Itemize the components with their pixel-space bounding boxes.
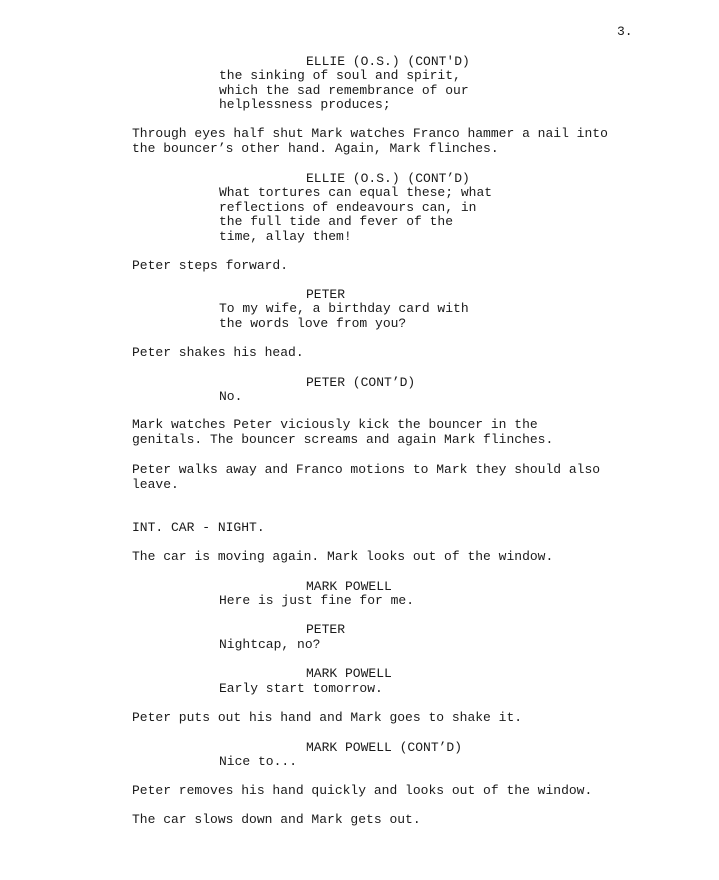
- character-cue: PETER (CONT’D): [306, 375, 416, 390]
- dialogue-line: the words love from you?: [219, 315, 407, 331]
- dialogue-line: reflections of endeavours can, in: [219, 199, 477, 215]
- character-cue: MARK POWELL: [306, 666, 392, 681]
- dialogue-line: Nightcap, no?: [219, 637, 321, 652]
- dialogue-line: which the sad remembrance of our: [219, 82, 469, 98]
- dialogue-line: the sinking of soul and spirit,: [219, 68, 461, 83]
- action-line: Peter shakes his head.: [132, 345, 304, 360]
- character-cue: PETER: [306, 287, 346, 302]
- action-line: Peter steps forward.: [132, 258, 289, 273]
- dialogue-line: the full tide and fever of the: [219, 214, 454, 229]
- dialogue-line: Nice to...: [219, 754, 298, 769]
- action-line: Peter puts out his hand and Mark goes to shake it.: [132, 710, 523, 725]
- action-line: Through eyes half shut Mark watches Franco hammer a nail into: [132, 126, 608, 141]
- action-line: Mark watches Peter viciously kick the bouncer in the: [132, 417, 538, 432]
- dialogue-line: time, allay them!: [219, 228, 352, 244]
- dialogue-line: Here is just fine for me.: [219, 593, 415, 608]
- dialogue-line: Early start tomorrow.: [219, 681, 383, 696]
- dialogue-line: To my wife, a birthday card with: [219, 301, 469, 316]
- action-line: Peter walks away and Franco motions to Mark they should also: [132, 462, 601, 477]
- action-line: leave.: [132, 476, 179, 492]
- action-line: The car is moving again. Mark looks out of the window.: [132, 549, 554, 564]
- action-line: the bouncer’s other hand. Again, Mark flinches.: [132, 140, 499, 156]
- character-cue: MARK POWELL: [306, 579, 392, 594]
- page-number: 3.: [617, 24, 633, 39]
- dialogue-line: No.: [219, 389, 243, 404]
- character-cue: MARK POWELL (CONT’D): [306, 740, 463, 755]
- action-line: The car slows down and Mark gets out.: [132, 812, 421, 827]
- action-line: Peter removes his hand quickly and looks out of the window.: [132, 783, 593, 798]
- character-cue: ELLIE (O.S.) (CONT'D): [306, 54, 470, 69]
- action-line: genitals. The bouncer screams and again Mark flinches.: [132, 431, 554, 447]
- action-line: INT. CAR - NIGHT.: [132, 520, 265, 535]
- character-cue: PETER: [306, 622, 346, 637]
- dialogue-line: helplessness produces;: [219, 97, 391, 112]
- character-cue: ELLIE (O.S.) (CONT’D): [306, 171, 470, 186]
- dialogue-line: What tortures can equal these; what: [219, 185, 493, 200]
